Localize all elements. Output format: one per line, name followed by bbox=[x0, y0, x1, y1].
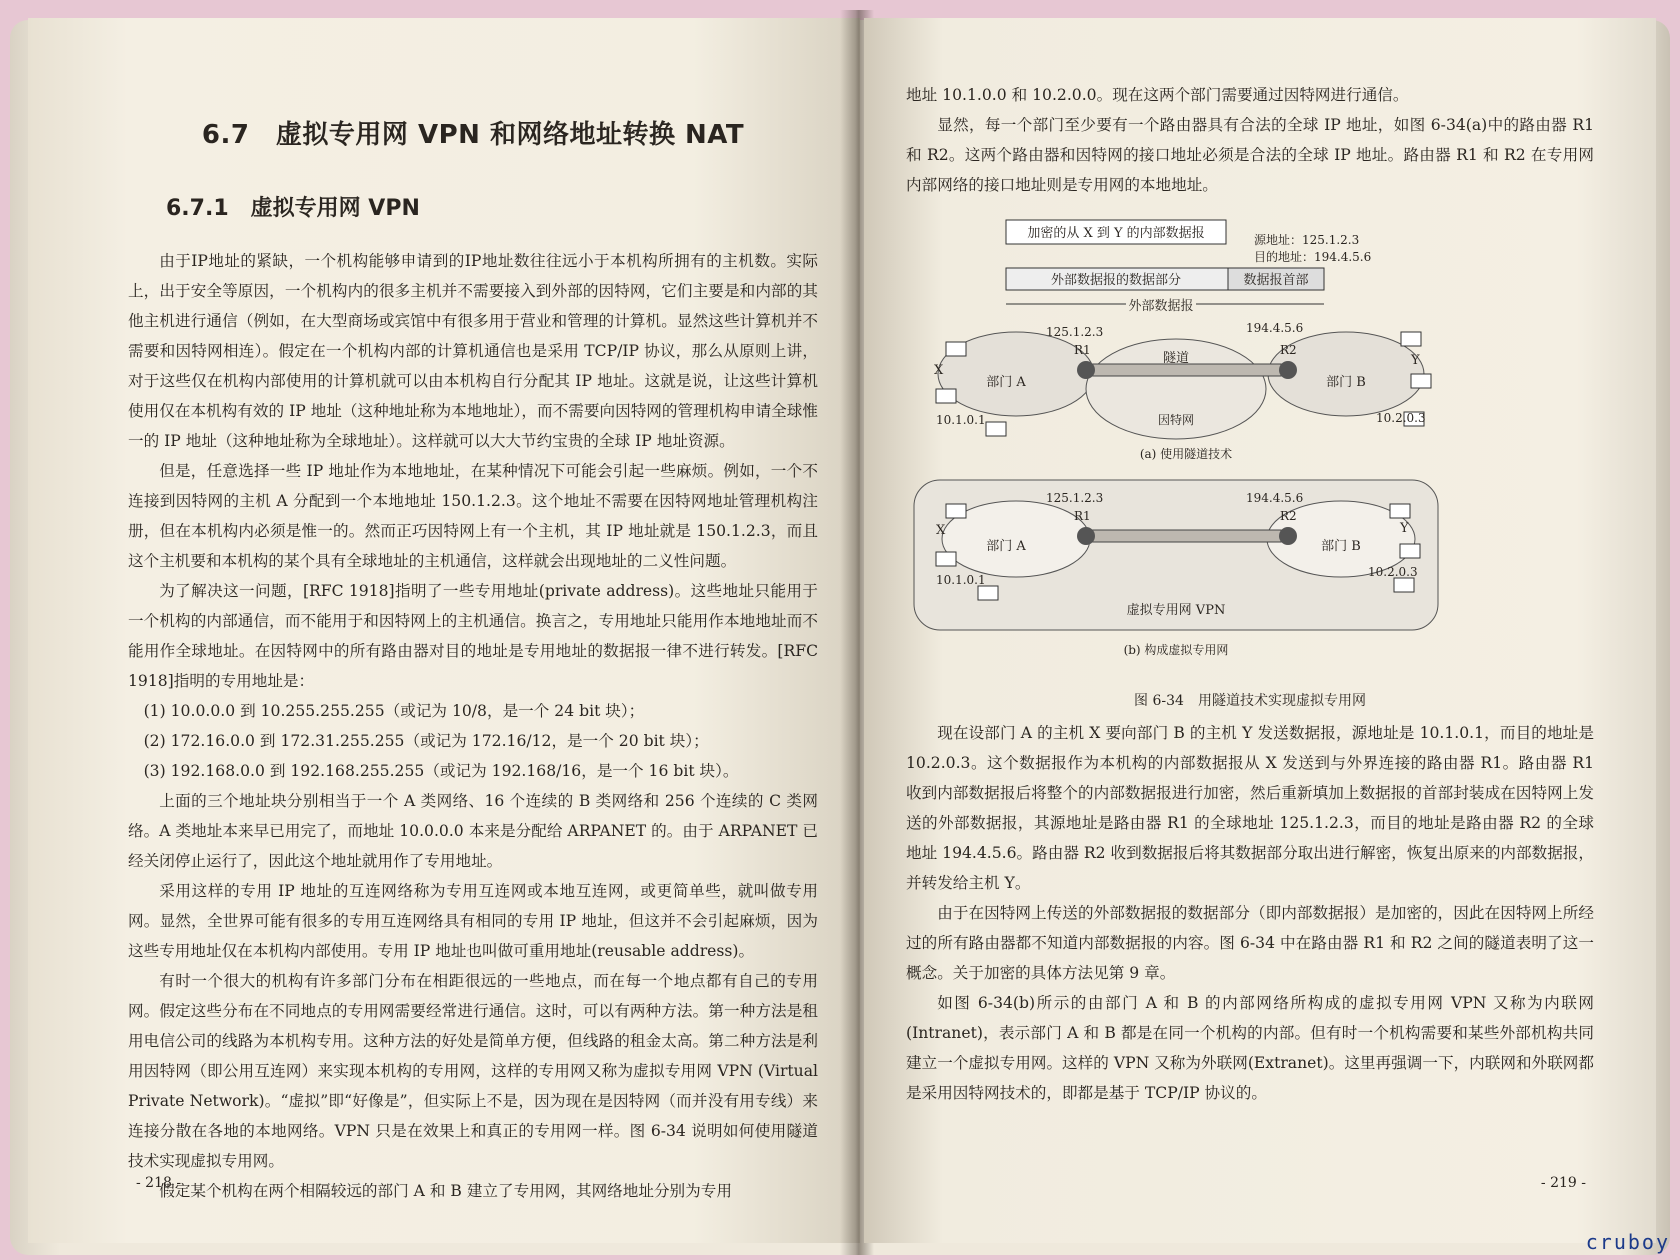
left-page bbox=[28, 18, 860, 1243]
private-address-list bbox=[128, 696, 818, 786]
paragraph: 但是，任意选择一些 IP 地址作为本地地址，在某种情况下可能会引起一些麻烦。例如，一个不连接到因特网的主机 A 分配到一个本地地址 150.1.2.3。这个地址不需要在因特网地址管理机构注册，但在本机构内必须是惟一的。然而正巧因特网上有一个主机，其 IP 地址就是 150.1.2.3，而且这个主机要和本机构的某个具有全球地址的主机通信，这样就会出现地址的二义性问题。 bbox=[128, 462, 818, 570]
computer-icon bbox=[1400, 544, 1420, 558]
paragraph: 由于IP地址的紧缺，一个机构能够申请到的IP地址数往往远小于本机构所拥有的主机数。实际上，出于安全等原因，一个机构内的很多主机并不需要接入到外部的因特网，它们主要是和内部的其他主机进行通信（例如，在大型商场或宾馆中有很多用于营业和管理的计算机。显然这些计算机并不需要和因特网相连）。假定在一个机构内部的计算机通信也是采用 TCP/IP 协议，那么从原则上讲，对于这些仅在机构内部使用的计算机就可以由本机构自行分配其 IP 地址。这就是说，让这些计算机使用仅在本机构有效的 IP 地址（这种地址称为本地地址），而不需要向因特网的管理机构申请全球惟一的 IP 地址（这种地址称为全球地址）。这样就可以大大节约宝贵的全球 IP 地址资源。 bbox=[128, 252, 818, 450]
computer-icon bbox=[986, 422, 1006, 436]
host-y-label: Y bbox=[1411, 353, 1420, 368]
dept-b-label-b: 部门 B bbox=[1321, 539, 1361, 554]
watermark: cruboy bbox=[1585, 1230, 1670, 1254]
dept-b-label: 部门 B bbox=[1326, 375, 1366, 390]
x-addr-label-b: 10.1.0.1 bbox=[936, 573, 986, 587]
host-x-label-b: X bbox=[936, 523, 946, 538]
computer-icon bbox=[1411, 374, 1431, 388]
page-number: - 218 - bbox=[136, 1175, 182, 1191]
caption-b: (b) 构成虚拟专用网 bbox=[1123, 643, 1229, 657]
figure-6-34 bbox=[906, 214, 1594, 710]
inner-datagram-label: 加密的从 X 到 Y 的内部数据报 bbox=[1027, 226, 1205, 241]
r1-label-b: R1 bbox=[1074, 509, 1091, 523]
router-r1-icon bbox=[1077, 527, 1095, 545]
router-r2-icon bbox=[1279, 361, 1297, 379]
r1-addr-label: 125.1.2.3 bbox=[1046, 325, 1104, 339]
r2-addr-label-b: 194.4.5.6 bbox=[1246, 491, 1304, 505]
host-y-label-b: Y bbox=[1400, 521, 1409, 536]
r1-addr-label-b: 125.1.2.3 bbox=[1046, 491, 1104, 505]
paragraph: 上面的三个地址块分别相当于一个 A 类网络、16 个连续的 B 类网络和 256 个连续的 C 类网络。A 类地址本来早已用完了，而地址 10.0.0.0 本来是分配给 ARPANET 的。由于 ARPANET 已经关闭停止运行了，因此这个地址就用作了专用地址。 bbox=[128, 792, 818, 870]
internet-label: 因特网 bbox=[1157, 413, 1195, 427]
host-x-label: X bbox=[934, 363, 944, 378]
list-item: (2) 172.16.0.0 到 172.31.255.255（或记为 172.16/12，是一个 20 bit 块）； bbox=[143, 732, 709, 750]
router-r2-icon bbox=[1279, 527, 1297, 545]
computer-icon bbox=[946, 504, 966, 518]
computer-icon bbox=[1394, 578, 1414, 592]
dept-a-label-b: 部门 A bbox=[986, 539, 1026, 554]
paragraph: 采用这样的专用 IP 地址的互连网络称为专用互连网或本地互连网，或更简单些，就叫做专用网。显然，全世界可能有很多的专用互连网络具有相同的专用 IP 地址，但这并不会引起麻烦，因为这些专用地址仅在本机构内部使用。专用 IP 地址也叫做可重用地址(reusable address)。 bbox=[128, 882, 818, 960]
r2-label-b: R2 bbox=[1280, 509, 1297, 523]
outer-data-label: 外部数据报的数据部分 bbox=[1050, 273, 1182, 288]
computer-icon bbox=[978, 586, 998, 600]
paragraph: 假定某个机构在两个相隔较远的部门 A 和 B 建立了专用网，其网络地址分别为专用 bbox=[159, 1182, 732, 1200]
computer-icon bbox=[936, 389, 956, 403]
y-addr-label: 10.2.0.3 bbox=[1376, 411, 1426, 425]
y-addr-label-b: 10.2.0.3 bbox=[1368, 565, 1418, 579]
paragraph: 如图 6-34(b)所示的由部门 A 和 B 的内部网络所构成的虚拟专用网 VPN 又称为内联网(Intranet)，表示部门 A 和 B 都是在同一个机构的内部。但有时一个机构需要和某些外部机构共同建立一个虚拟专用网。这样的 VPN 又称为外联网(Extranet)。这里再强调一下，内联网和外联网都是采用因特网技术的，即都是基于 TCP/IP 协议的。 bbox=[906, 994, 1594, 1102]
right-page bbox=[864, 18, 1656, 1243]
paragraph: 地址 10.1.0.0 和 10.2.0.0。现在这两个部门需要通过因特网进行通信。 bbox=[906, 86, 1409, 104]
r1-label: R1 bbox=[1074, 343, 1091, 357]
vpn-label: 虚拟专用网 VPN bbox=[1126, 603, 1226, 618]
vpn-tunnel-pipe bbox=[1091, 530, 1281, 542]
computer-icon bbox=[1390, 504, 1410, 518]
paragraph: 显然，每一个部门至少要有一个路由器具有合法的全球 IP 地址，如图 6-34(a)中的路由器 R1 和 R2。这两个路由器和因特网的接口地址必须是合法的全球 IP 地址。路由器 R1 和 R2 在专用网内部网络的接口地址则是专用网的本地地址。 bbox=[906, 116, 1594, 194]
caption-a: (a) 使用隧道技术 bbox=[1139, 447, 1233, 461]
computer-icon bbox=[936, 552, 956, 566]
figure-diagram bbox=[906, 214, 1594, 684]
dept-a-label: 部门 A bbox=[986, 375, 1026, 390]
outer-datagram-label: 外部数据报 bbox=[1128, 299, 1194, 314]
list-item: (3) 192.168.0.0 到 192.168.255.255（或记为 192.168/16，是一个 16 bit 块）。 bbox=[143, 762, 739, 780]
r2-addr-label: 194.4.5.6 bbox=[1246, 321, 1304, 335]
computer-icon bbox=[1401, 332, 1421, 346]
figure-caption: 图 6-34 用隧道技术实现虚拟专用网 bbox=[1134, 693, 1366, 709]
router-r1-icon bbox=[1077, 361, 1095, 379]
src-addr-label: 源地址：125.1.2.3 bbox=[1254, 233, 1360, 247]
r2-label: R2 bbox=[1280, 343, 1297, 357]
dst-addr-label: 目的地址：194.4.5.6 bbox=[1254, 250, 1372, 264]
paragraph: 由于在因特网上传送的外部数据报的数据部分（即内部数据报）是加密的，因此在因特网上所经过的所有路由器都不知道内部数据报的内容。图 6-34 中在路由器 R1 和 R2 之间的隧道表明了这一概念。关于加密的具体方法见第 9 章。 bbox=[906, 904, 1594, 982]
tunnel-label: 隧道 bbox=[1162, 351, 1190, 366]
computer-icon bbox=[946, 342, 966, 356]
paragraph: 为了解决这一问题，[RFC 1918]指明了一些专用地址(private address)。这些地址只能用于一个机构的内部通信，而不能用于和因特网上的主机通信。换言之，专用地址只能用作本地地址而不能用作全球地址。在因特网中的所有路由器对目的地址是专用地址的数据报一律不进行转发。[RFC 1918]指明的专用地址是： bbox=[128, 582, 818, 690]
paragraph: 有时一个很大的机构有许多部门分布在相距很远的一些地点，而在每一个地点都有自己的专用网。假定这些分布在不同地点的专用网需要经常进行通信。这时，可以有两种方法。第一种方法是租用电信公司的线路为本机构专用。这种方法的好处是简单方便，但线路的租金太高。第二种方法是利用因特网（即公用互连网）来实现本机构的专用网，这样的专用网又称为虚拟专用网 VPN (Virtual Private Network)。“虚拟”即“好像是”，但实际上不是，因为现在是因特网（而并没有用专线）来连接分散在各地的本地网络。VPN 只是在效果上和真正的专用网一样。图 6-34 说明如何使用隧道技术实现虚拟专用网。 bbox=[128, 972, 818, 1170]
paragraph: 现在设部门 A 的主机 X 要向部门 B 的主机 Y 发送数据报，源地址是 10.1.0.1，而目的地址是 10.2.0.3。这个数据报作为本机构的内部数据报从 X 发送到与外界连接的路由器 R1。路由器 R1 收到内部数据报后将整个的内部数据报进行加密，然后重新填加上数据报的首部封装成在因特网上发送的外部数据报，其源地址是路由器 R1 的全球地址 125.1.2.3，而目的地址是路由器 R2 的全球地址 194.4.5.6。路由器 R2 收到数据报后将其数据部分取出进行解密，恢复出原来的内部数据报，并转发给主机 Y。 bbox=[906, 724, 1594, 892]
subsection-title: 6.7.1 虚拟专用网 VPN bbox=[166, 196, 420, 221]
x-addr-label: 10.1.0.1 bbox=[936, 413, 986, 427]
section-title: 6.7 虚拟专用网 VPN 和网络地址转换 NAT bbox=[201, 120, 745, 150]
page-number: - 219 - bbox=[1540, 1175, 1586, 1191]
list-item: (1) 10.0.0.0 到 10.255.255.255（或记为 10/8，是一个 24 bit 块）； bbox=[143, 702, 645, 720]
outer-header-label: 数据报首部 bbox=[1243, 273, 1309, 288]
